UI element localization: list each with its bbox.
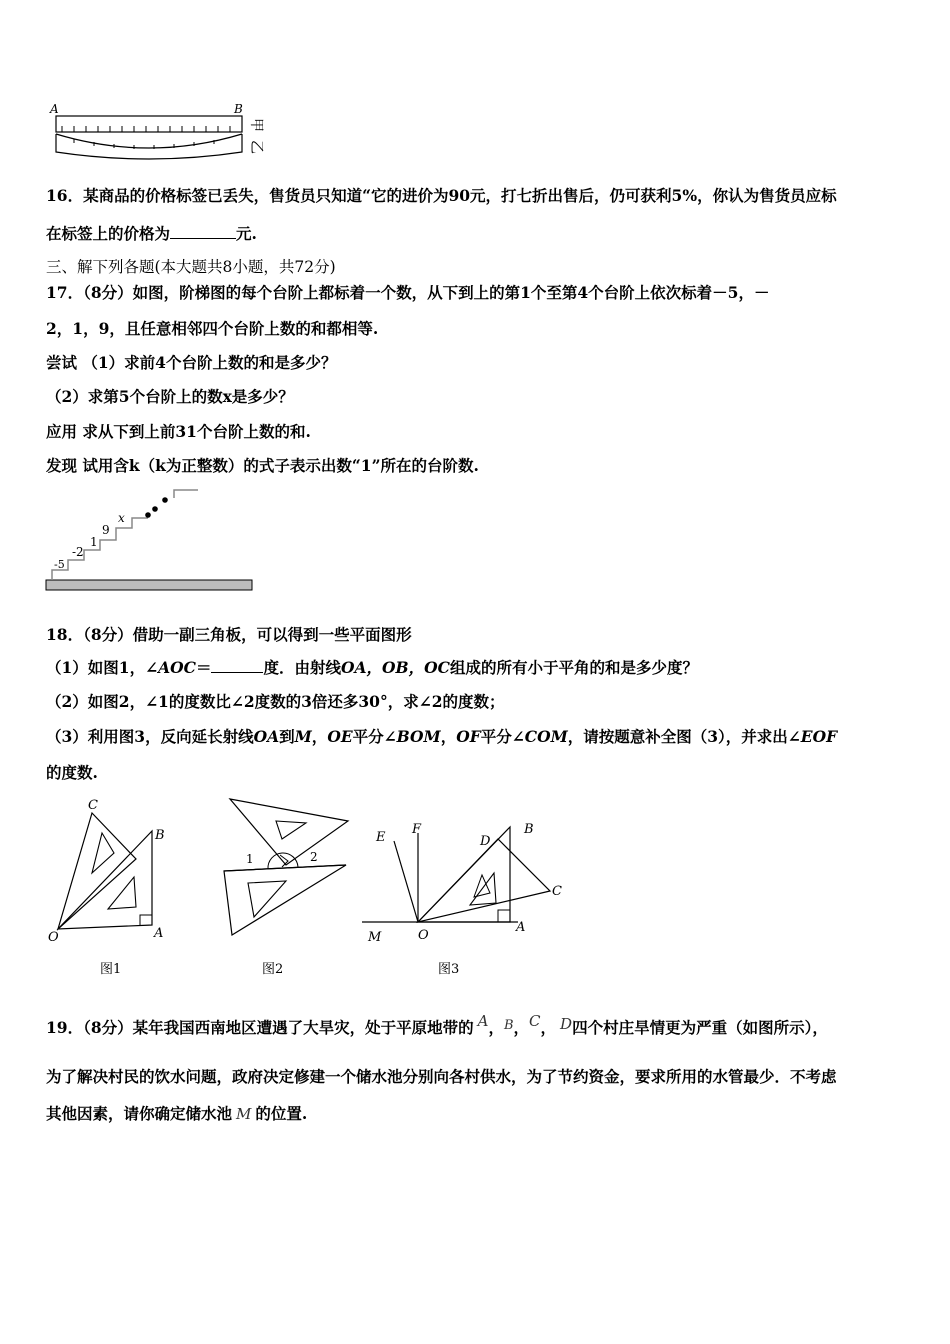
step-label-3: 1 xyxy=(90,535,98,549)
ruler-label-jia: 甲 xyxy=(248,118,264,132)
fig1-label-o: O xyxy=(48,930,59,945)
ruler-ticks xyxy=(62,126,230,132)
q18-l4e: ， xyxy=(311,727,328,746)
q19-line2: 为了解决村民的饮水问题，政府决定修建一个储水池分别向各村供水，为了节约资金，要求所用的水管最少．不考虑 xyxy=(46,1067,837,1086)
q18-line1: 18．（8分）借助一副三角板，可以得到一些平面图形 xyxy=(46,625,412,644)
q18-l4g: 平分∠ xyxy=(352,727,397,746)
q18-l4d: M xyxy=(294,727,312,746)
q17-line6: 发现 试用含k（k为正整数）的式子表示出数“1”所在的台阶数. xyxy=(46,456,479,475)
q18-line4 xyxy=(46,727,837,747)
village-c: C xyxy=(529,1012,541,1030)
q16-answer-blank[interactable] xyxy=(170,224,236,239)
fig1-label-c: C xyxy=(88,798,98,813)
staircase-figure xyxy=(44,484,256,596)
ruler-figure xyxy=(44,100,274,162)
q17-line4: （2）求第5个台阶上的数x是多少？ xyxy=(46,387,294,406)
q19-line1-before: 19．（8分）某年我国西南地区遭遇了大旱灾，处于平原地带的 xyxy=(46,1018,474,1037)
fig3-label-b: B xyxy=(524,822,534,837)
ellipsis-dot xyxy=(145,512,151,518)
q17-line5: 应用 求从下到上前31个台阶上数的和. xyxy=(46,422,311,441)
q16-line2-before: 在标签上的价格为 xyxy=(46,224,171,243)
step-label-2: -2 xyxy=(72,545,84,559)
fig3-label-c: C xyxy=(552,884,562,899)
fig2-caption: 图2 xyxy=(262,962,284,977)
fig3-label-a: A xyxy=(516,920,526,935)
ruler-label-a: A xyxy=(50,102,59,116)
fig2-angle-2: 2 xyxy=(310,850,318,864)
q18-answer-blank[interactable] xyxy=(211,658,263,673)
fig3-caption: 图3 xyxy=(438,962,460,977)
q18-line5: 的度数. xyxy=(46,763,98,782)
q18-l4n: EOF xyxy=(800,727,838,746)
q18-line2-before: （1）如图1，∠ xyxy=(46,658,159,677)
fig2-angle-1: 1 xyxy=(246,852,254,866)
q16-line2-after: 元. xyxy=(236,224,257,243)
fig3-label-d: D xyxy=(480,834,491,849)
q18-rays: OA，OB，OC xyxy=(340,658,450,677)
q16-line2 xyxy=(46,224,257,244)
q17-line1: 17．（8分）如图，阶梯图的每个台阶上都标着一个数，从下到上的第1个至第4个台阶上依次标着－5，－ xyxy=(46,283,770,302)
q16-line1: 16．某商品的价格标签已丢失，售货员只知道“它的进价为90元，打七折出售后，仍可获利5%，你认为售货员应标 xyxy=(46,186,837,205)
q17-line3: 尝试 （1）求前4个台阶上数的和是多少？ xyxy=(46,353,337,372)
q18-l4m: ，请按题意补全图（3），并求出∠ xyxy=(567,727,801,746)
step-label-5: x xyxy=(118,511,125,525)
fig1-label-a: A xyxy=(154,926,164,941)
q18-l4b: OA xyxy=(253,727,280,746)
step-label-4: 9 xyxy=(102,523,110,537)
q18-l4l: COM xyxy=(524,727,568,746)
q18-line2-end: 组成的所有小于平角的和是多少度？ xyxy=(449,658,698,677)
fig3-label-m: M xyxy=(368,930,382,945)
figure-2 xyxy=(220,793,360,983)
q19-line3-before: 其他因素，请你确定储水池 xyxy=(46,1104,233,1123)
step-label-1: -5 xyxy=(54,558,65,571)
q18-l4h: BOM xyxy=(396,727,441,746)
q19-sep: ， xyxy=(540,1018,557,1037)
q19-line1-after: 四个村庄旱情更为严重（如图所示）， xyxy=(572,1018,828,1037)
q17-line2: 2，1，9，且任意相邻四个台阶上数的和都相等. xyxy=(46,319,379,338)
figure-3 xyxy=(358,793,568,983)
q18-l4k: 平分∠ xyxy=(480,727,525,746)
q18-l4j: OF xyxy=(456,727,481,746)
q18-angle-aoc: AOC xyxy=(158,658,196,677)
ellipsis-dot xyxy=(152,506,158,512)
q18-line2-after: 度．由射线 xyxy=(263,658,341,677)
q18-l4a: （3）利用图3，反向延长射线 xyxy=(46,727,254,746)
fig3-label-e: E xyxy=(376,830,386,845)
ruler-label-b: B xyxy=(234,102,243,116)
q18-equals: ＝ xyxy=(195,658,212,677)
q18-l4i: ， xyxy=(440,727,457,746)
q18-l4f: OE xyxy=(327,727,353,746)
q19-line3 xyxy=(46,1104,307,1124)
village-b: B xyxy=(503,1018,514,1033)
q19-line1 xyxy=(46,1012,828,1040)
fig1-caption: 图1 xyxy=(100,962,122,977)
q18-line3: （2）如图2，∠1的度数比∠2度数的3倍还多30°，求∠2的度数； xyxy=(46,692,505,711)
q19-sep: ， xyxy=(488,1018,504,1037)
fig1-label-b: B xyxy=(155,828,165,843)
village-d: D xyxy=(560,1015,573,1033)
q19-sep: ， xyxy=(513,1018,530,1037)
q18-l4c: 到 xyxy=(279,727,295,746)
ellipsis-dot xyxy=(162,497,168,503)
ruler-label-yi: 乙 xyxy=(248,140,264,154)
fig3-label-f: F xyxy=(412,822,422,837)
village-a: A xyxy=(477,1012,489,1030)
reservoir-m: M xyxy=(236,1105,252,1123)
fig3-label-o: O xyxy=(418,928,429,943)
figure-1 xyxy=(44,793,184,983)
q19-line3-after: 的位置. xyxy=(255,1104,308,1123)
section3-title: 三、解下列各题(本大题共8小题，共72分) xyxy=(46,258,336,276)
q18-line2 xyxy=(46,658,698,678)
